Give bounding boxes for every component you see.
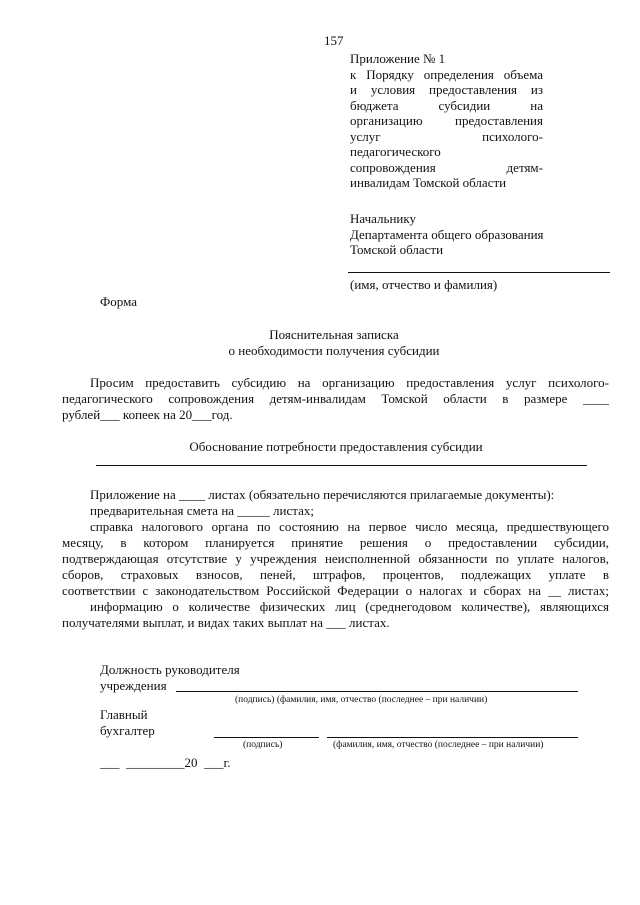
appendix-line: услуг психолого- xyxy=(350,128,543,144)
appendix-line: к Порядку определения объема xyxy=(350,66,543,82)
addressee-name-line xyxy=(348,272,610,273)
appendix-block xyxy=(350,51,543,191)
appendix-line: сопровождения детям- xyxy=(350,159,543,175)
page-number: 157 xyxy=(324,33,344,48)
justification-line xyxy=(96,465,587,466)
accountant-label: Главный xyxy=(100,707,148,722)
document-title: Пояснительная записка xyxy=(269,327,399,342)
appendix-title: Приложение № 1 xyxy=(350,51,446,66)
attachments-line: получателями выплат, и видах таких выплат на ___ листах. xyxy=(62,615,390,630)
attachments-line: справка налогового органа по состоянию на первое число месяца, предшествующего xyxy=(90,519,609,534)
appendix-line: педагогического xyxy=(350,144,441,159)
attachments-line: соответствии с законодательством Российской Федерации о налогах и сборах на __ листах; xyxy=(62,583,609,598)
attachments-line: Приложение на ____ листах (обязательно перечисляются прилагаемые документы): xyxy=(90,487,555,502)
accountant-name-line xyxy=(327,737,578,738)
attachments-line: месяцу, в котором планируется принятие решения о предоставлении субсидии, xyxy=(62,535,609,550)
accountant-signature-line xyxy=(214,737,319,738)
appendix-line: организацию предоставления xyxy=(350,113,543,128)
accountant-label: бухгалтер xyxy=(100,723,155,738)
justification-heading: Обоснование потребности предоставления субсидии xyxy=(189,439,483,454)
accountant-signature-caption: (подпись) xyxy=(243,740,283,750)
head-signature-line xyxy=(176,691,578,692)
addressee-line: Начальнику xyxy=(350,211,417,226)
addressee-block xyxy=(350,211,544,258)
addressee-line: Томской области xyxy=(350,242,444,257)
request-line: педагогического сопровождения детям-инвалидам Томской области в размере ____ xyxy=(62,391,609,406)
attachments-line: предварительная смета на _____ листах; xyxy=(90,503,314,518)
appendix-line: и условия предоставления из xyxy=(350,82,543,97)
document-subtitle: о необходимости получения субсидии xyxy=(228,343,440,358)
accountant-name-caption: (фамилия, имя, отчество (последнее – при наличии) xyxy=(333,740,544,750)
addressee-name-caption: (имя, отчество и фамилия) xyxy=(350,277,498,292)
head-position-label: Должность руководителя xyxy=(100,662,240,677)
appendix-line: инвалидам Томской области xyxy=(350,175,507,190)
appendix-line: бюджета субсидии на xyxy=(350,97,543,113)
request-line: Просим предоставить субсидию на организацию предоставления услуг психолого- xyxy=(90,375,609,390)
head-position-label: учреждения xyxy=(100,678,167,693)
date-line: ___ _________20 ___г. xyxy=(100,755,231,770)
attachments-line: подтверждающая отсутствие у учреждения неисполненной обязанности по уплате налогов, xyxy=(62,551,609,566)
attachments-line: информацию о количестве физических лиц (среднегодовом количестве), являющихся xyxy=(90,599,609,614)
head-signature-caption: (подпись) (фамилия, имя, отчество (последнее – при наличии) xyxy=(235,695,488,705)
addressee-line: Департамента общего образования xyxy=(350,226,544,242)
form-label: Форма xyxy=(100,294,137,309)
request-line: рублей___ копеек на 20___год. xyxy=(62,407,233,422)
attachments-line: сборов, страховых взносов, пеней, штрафов, процентов, подлежащих уплате в xyxy=(62,567,609,582)
